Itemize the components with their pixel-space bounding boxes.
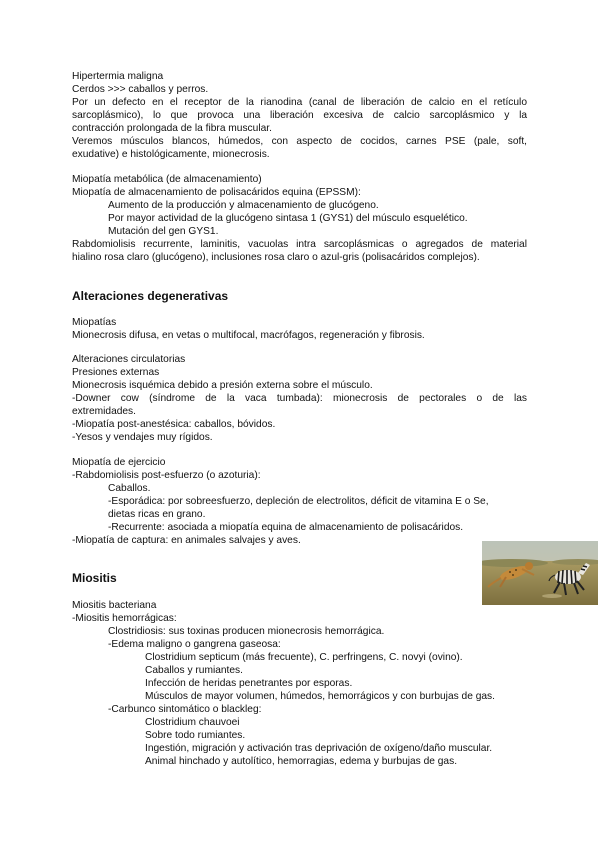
text-line: exudative) e histológicamente, mionecrosis. [72,149,270,160]
hipertermia-title: Hipertermia maligna [72,71,164,82]
text-line: Por un defecto en el receptor de la rianodina (canal de liberación de calcio en el retículo [72,97,527,108]
text-line: Sobre todo rumiantes. [145,730,246,741]
text-line: dietas ricas en grano. [108,509,206,520]
section-heading-degenerativas: Alteraciones degenerativas [72,289,229,303]
text-line: Clostridium chauvoei [145,717,240,728]
text-line: Miositis bacteriana [72,600,157,611]
text-line: -Recurrente: asociada a miopatía equina de almacenamiento de polisacáridos. [108,522,464,533]
text-line: Veremos músculos blancos, húmedos, con aspecto de cocidos, carnes PSE (pale, soft, [72,136,527,147]
text-line: Animal hinchado y autolítico, hemorragias, edema y burbujas de gas. [145,756,458,767]
circulatorias-title: Alteraciones circulatorias [72,354,186,365]
text-line: Mutación del gen GYS1. [108,226,219,237]
text-line: sarcoplásmico), lo que provoca una liberación excesiva de calcio sarcoplásmico y la [72,110,527,121]
cheetah-zebra-photo [482,541,598,605]
text-line: Infección de heridas penetrantes por esporas. [145,678,353,689]
text-line: Rabdomiolisis recurrente, laminitis, vacuolas intra sarcoplásmicas o agregados de material [72,239,527,250]
text-line: -Yesos y vendajes muy rígidos. [72,432,213,443]
text-line: extremidades. [72,406,136,417]
text-line: -Carbunco sintomático o blackleg: [108,704,262,715]
text-line: hialino rosa claro (glucógeno), inclusiones rosa claro o azul-gris (polisacáridos complejos). [72,252,480,263]
text-line: contracción prolongada de la fibra muscular. [72,123,272,134]
text-line: Cerdos >>> caballos y perros. [72,84,209,95]
ejercicio-title: Miopatía de ejercicio [72,457,166,468]
text-line: -Miopatía de captura: en animales salvajes y aves. [72,535,301,546]
text-line: Clostridium septicum (más frecuente), C. perfringens, C. novyi (ovino). [145,652,463,663]
text-line: -Downer cow (síndrome de la vaca tumbada): mionecrosis de pectorales o de las [72,393,527,404]
text-line: Mionecrosis isquémica debido a presión externa sobre el músculo. [72,380,373,391]
text-line: Músculos de mayor volumen, húmedos, hemorrágicos y con burbujas de gas. [145,691,495,702]
metabolica-title: Miopatía metabólica (de almacenamiento) [72,174,262,185]
text-line: Ingestión, migración y activación tras deprivación de oxígeno/daño muscular. [145,743,493,754]
text-line: -Miopatía post-anestésica: caballos, bóvidos. [72,419,276,430]
text-line: Clostridiosis: sus toxinas producen mionecrosis hemorrágica. [108,626,385,637]
text-line: Caballos y rumiantes. [145,665,243,676]
text-line: -Miositis hemorrágicas: [72,613,177,624]
text-line: Aumento de la producción y almacenamiento de glucógeno. [108,200,379,211]
text-line: Miopatía de almacenamiento de polisacáridos equina (EPSSM): [72,187,361,198]
text-line: Presiones externas [72,367,160,378]
text-line: Mionecrosis difusa, en vetas o multifocal, macrófagos, regeneración y fibrosis. [72,330,425,341]
miopatias-title: Miopatías [72,317,117,328]
text-line: -Edema maligno o gangrena gaseosa: [108,639,281,650]
section-heading-miositis: Miositis [72,571,117,585]
text-line: -Esporádica: por sobreesfuerzo, depleción de electrolitos, déficit de vitamina E o Se, [108,496,489,507]
text-line: Por mayor actividad de la glucógeno sintasa 1 (GYS1) del músculo esquelético. [108,213,468,224]
text-line: Caballos. [108,483,151,494]
text-line: -Rabdomiolisis post-esfuerzo (o azoturia): [72,470,261,481]
